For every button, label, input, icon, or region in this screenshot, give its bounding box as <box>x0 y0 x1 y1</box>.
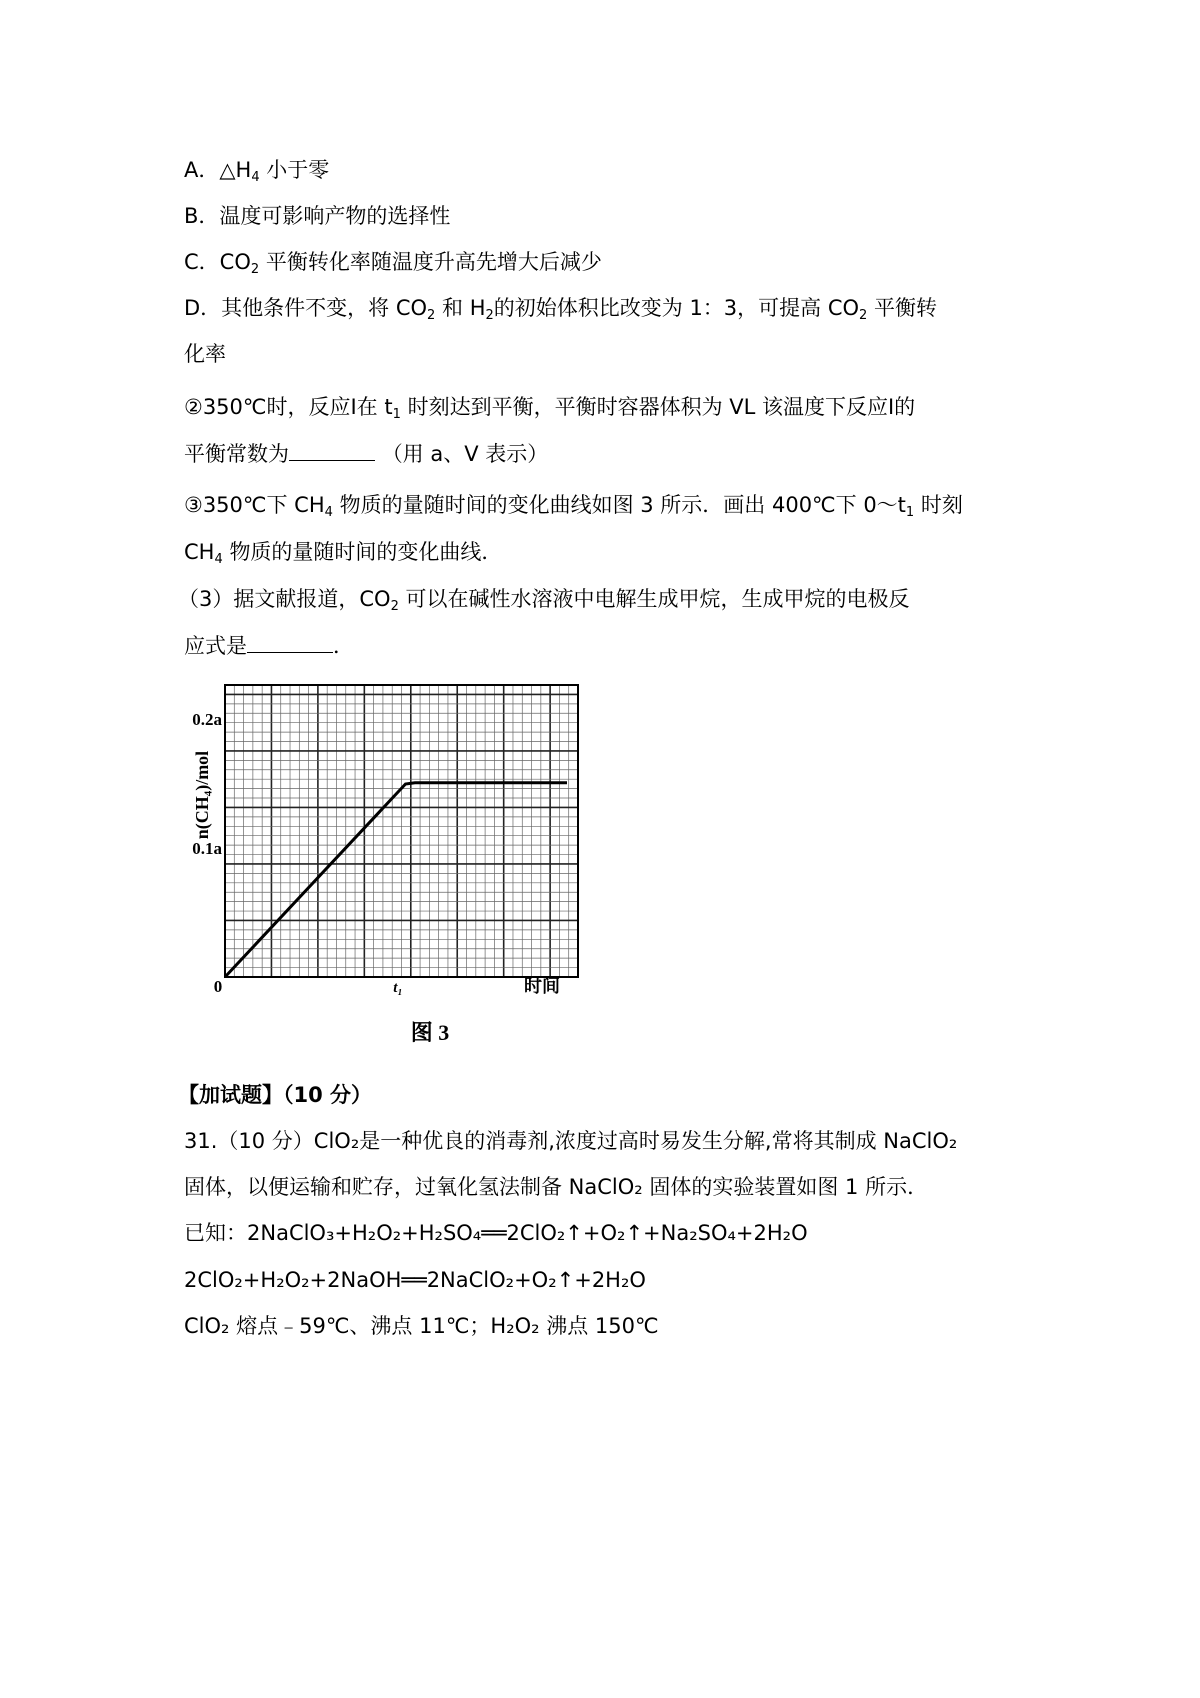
option-c-prefix: C．CO <box>184 250 251 274</box>
text-run: 已知：2NaClO₃+H₂O₂+H₂SO₄══2ClO₂↑+O₂↑+Na₂SO₄+2H₂O <box>184 1221 808 1245</box>
option-d-line2 <box>184 339 226 369</box>
text-run: （3）据文献报道，CO <box>178 587 391 611</box>
y-axis-label: n(CH₄)/mol <box>192 750 212 840</box>
subscript: 2 <box>859 308 868 323</box>
text-run: （用 a、V 表示） <box>381 442 549 466</box>
option-b-text: B．温度可影响产物的选择性 <box>184 204 451 228</box>
subscript: 1 <box>392 407 401 422</box>
x-tick-label: 0 <box>213 977 223 996</box>
subscript: 2 <box>485 308 494 323</box>
series-line <box>225 783 567 977</box>
subscript: 2 <box>250 262 260 277</box>
option-c <box>184 247 602 277</box>
subscript: 2 <box>427 308 436 323</box>
subscript: 4 <box>251 170 260 185</box>
figure-caption: 图 3 <box>410 1020 450 1045</box>
option-c-text: 平衡转化率随温度升高先增大后减少 <box>265 250 602 274</box>
part-3 <box>178 584 910 614</box>
y-tick-label: 0.2a <box>192 710 222 729</box>
text-run: 固体，以便运输和贮存，过氧化氢法制备 NaClO₂ 固体的实验装置如图 1 所示． <box>184 1175 929 1199</box>
option-a <box>184 155 329 185</box>
chart-grid <box>225 685 578 977</box>
question-31-line5 <box>184 1311 659 1341</box>
text-run: ClO₂ 熔点﹣59℃、沸点 11℃；H₂O₂ 沸点 150℃ <box>184 1314 659 1338</box>
text-run: ． <box>333 634 354 658</box>
part-3-line2 <box>184 631 354 661</box>
text-run: 时刻 <box>920 493 963 517</box>
text-run: 2ClO₂+H₂O₂+2NaOH══2NaClO₂+O₂↑+2H₂O <box>184 1268 646 1292</box>
option-d <box>184 293 937 323</box>
x-axis-label: 时间 <box>524 976 560 996</box>
text-run: ③350℃下 CH <box>184 493 325 517</box>
text-run: ②350℃时，反应Ⅰ在 t <box>184 395 393 419</box>
text-run: 平衡转 <box>874 296 937 320</box>
question-31-line2 <box>184 1172 928 1202</box>
option-b <box>184 201 450 231</box>
question-3-line2 <box>184 537 502 567</box>
text-run: CH <box>184 540 215 564</box>
option-a-text: 小于零 <box>266 158 330 182</box>
question-31-line1 <box>184 1126 957 1156</box>
question-2-line2 <box>184 439 548 469</box>
extra-heading <box>178 1080 372 1110</box>
text-run: 平衡常数为 <box>184 442 289 466</box>
text-run: 的初始体积比改变为 1：3，可提高 CO <box>493 296 860 320</box>
subscript: 1 <box>905 505 915 520</box>
question-31-line3 <box>184 1218 808 1248</box>
question-3 <box>184 490 963 520</box>
text-run: 可以在碱性水溶液中电解生成甲烷，生成甲烷的电极反 <box>405 587 910 611</box>
text-run: D．其他条件不变，将 CO <box>184 296 428 320</box>
text-run: 31.（10 分）ClO₂是一种优良的消毒剂,浓度过高时易发生分解,常将其制成 NaClO₂ <box>184 1129 958 1153</box>
option-a-prefix: A．△H <box>184 158 252 182</box>
text-run: 和 H <box>442 296 486 320</box>
subscript: 4 <box>324 505 333 520</box>
y-tick-label: 0.1a <box>192 839 222 858</box>
subscript: 4 <box>214 552 223 567</box>
chart-svg <box>180 670 630 1050</box>
text-run: 物质的量随时间的变化曲线． <box>229 540 503 564</box>
text-run: 化率 <box>184 342 226 366</box>
text-run: 【加试题】（10 分） <box>178 1083 373 1107</box>
text-run: 应式是 <box>184 634 247 658</box>
x-tick-label: t₁ <box>393 980 403 996</box>
text-run: 时刻达到平衡，平衡时容器体积为 VL 该温度下反应Ⅰ的 <box>407 395 916 419</box>
text-run: 物质的量随时间的变化曲线如图 3 所示．画出 400℃下 0～t <box>339 493 906 517</box>
question-31-line4 <box>184 1265 646 1295</box>
figure-3-chart <box>180 670 630 1050</box>
answer-blank[interactable] <box>289 440 375 461</box>
question-2 <box>184 392 915 422</box>
subscript: 2 <box>390 599 399 614</box>
answer-blank[interactable] <box>247 632 333 653</box>
